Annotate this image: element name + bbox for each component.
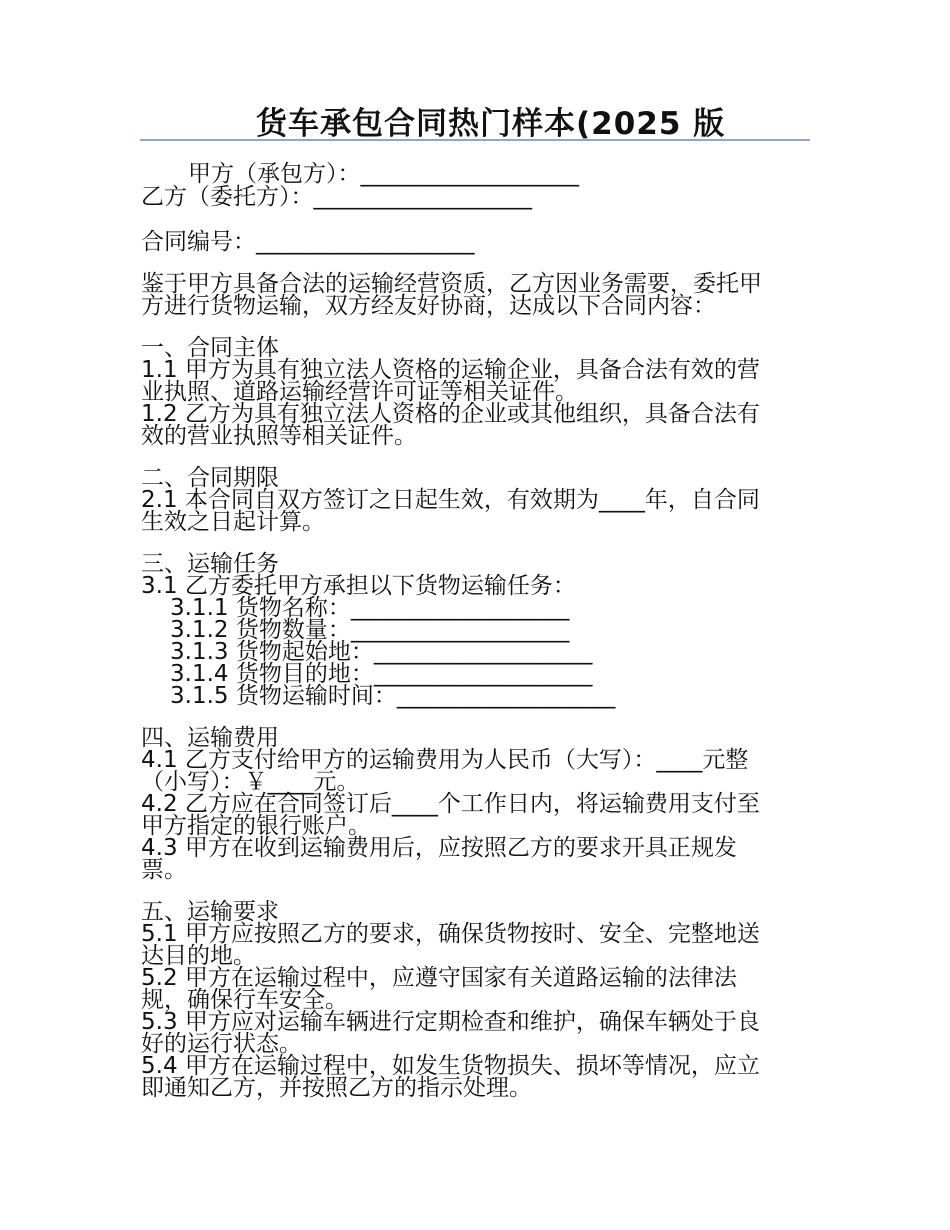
party-b-line: 乙方（委托方）：___________________: [141, 184, 532, 210]
clause-line: 达目的地。: [141, 943, 256, 969]
section-heading: 五、运输要求: [141, 899, 279, 925]
clause-line: 1.1 甲方为具有独立法人资格的运输企业，具备合法有效的营: [141, 357, 760, 383]
title-underline: [140, 139, 810, 141]
clause-line: 5.1 甲方应按照乙方的要求，确保货物按时、安全、完整地送: [141, 921, 760, 947]
clause-line: 好的运行状态。: [141, 1031, 302, 1057]
clause-line: 3.1 乙方委托甲方承担以下货物运输任务：: [141, 573, 576, 599]
sub-clause-line: 3.1.2 货物数量：___________________: [170, 617, 570, 643]
clause-line: 5.2 甲方在运输过程中，应遵守国家有关道路运输的法律法: [141, 965, 737, 991]
section-heading: 一、合同主体: [141, 335, 279, 361]
clause-line: 4.1 乙方支付给甲方的运输费用为人民币（大写）：____元整: [141, 747, 749, 773]
clause-line: 业执照、道路运输经营许可证等相关证件。: [141, 379, 578, 405]
clause-line: 生效之日起计算。: [141, 509, 325, 535]
sub-clause-line: 3.1.3 货物起始地：___________________: [170, 639, 593, 665]
clause-line: 效的营业执照等相关证件。: [141, 423, 417, 449]
section-heading: 三、运输任务: [141, 551, 279, 577]
sub-clause-line: 3.1.5 货物运输时间：___________________: [170, 683, 616, 709]
clause-line: 4.3 甲方在收到运输费用后，应按照乙方的要求开具正规发: [141, 835, 737, 861]
document-title: 货车承包合同热门样本(2025 版: [256, 106, 726, 142]
contract-number-line: 合同编号：___________________: [141, 229, 475, 255]
clause-line: 规，确保行车安全。: [141, 987, 348, 1013]
sub-clause-line: 3.1.4 货物目的地：___________________: [170, 661, 593, 687]
clause-line: 5.4 甲方在运输过程中，如发生货物损失、损坏等情况，应立: [141, 1053, 760, 1079]
preamble-line: 鉴于甲方具备合法的运输经营资质，乙方因业务需要，委托甲: [141, 271, 762, 297]
section-heading: 四、运输费用: [141, 725, 279, 751]
clause-line: 1.2 乙方为具有独立法人资格的企业或其他组织，具备合法有: [141, 401, 760, 427]
clause-line: 2.1 本合同自双方签订之日起生效，有效期为____年，自合同: [141, 487, 760, 513]
party-a-line: 甲方（承包方）：___________________: [188, 161, 579, 187]
sub-clause-line: 3.1.1 货物名称：___________________: [170, 595, 570, 621]
preamble-line: 方进行货物运输，双方经友好协商，达成以下合同内容：: [141, 293, 716, 319]
section-heading: 二、合同期限: [141, 465, 279, 491]
clause-line: 即通知乙方，并按照乙方的指示处理。: [141, 1075, 532, 1101]
clause-line: 4.2 乙方应在合同签订后____个工作日内，将运输费用支付至: [141, 791, 760, 817]
clause-line: 票。: [141, 857, 187, 883]
clause-line: （小写）：￥____元。: [141, 769, 360, 795]
clause-line: 甲方指定的银行账户。: [141, 813, 371, 839]
clause-line: 5.3 甲方应对运输车辆进行定期检查和维护，确保车辆处于良: [141, 1009, 760, 1035]
